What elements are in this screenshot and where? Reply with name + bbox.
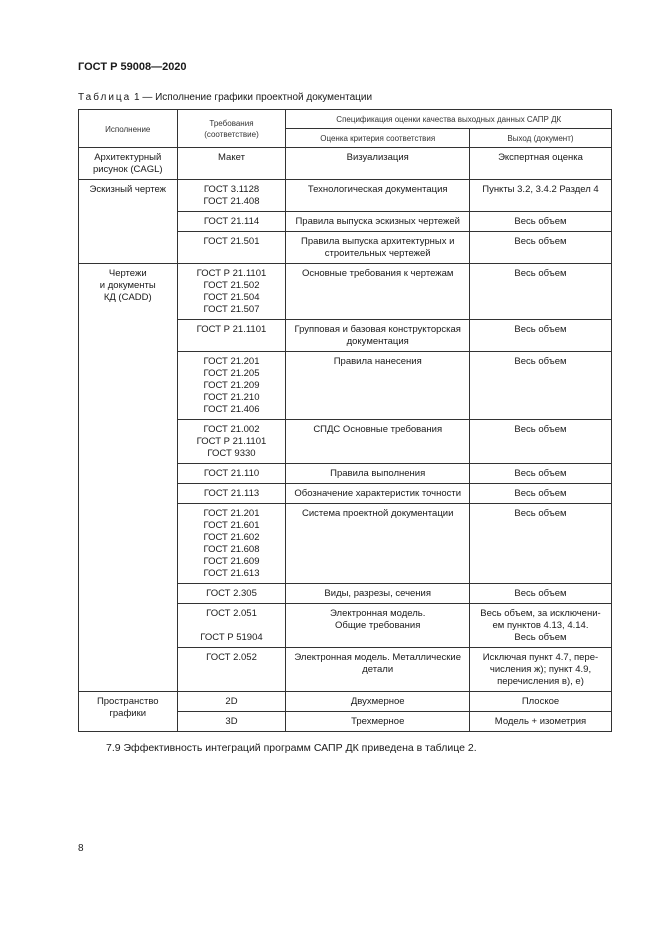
cell-requirements: 3D — [177, 712, 286, 732]
cell-requirements: ГОСТ 2.305 — [177, 584, 286, 604]
cell-requirements: ГОСТ 2.052 — [177, 648, 286, 692]
cell-execution: Пространство графики — [79, 692, 178, 732]
header-requirements: Требования (соответствие) — [177, 110, 286, 148]
cell-output: Исключая пункт 4.7, пере- числения ж); пункт 4.9, перечисления в), е) — [469, 648, 611, 692]
header-execution: Исполнение — [79, 110, 178, 148]
table-row — [79, 264, 612, 320]
cell-requirements: Макет — [177, 148, 286, 180]
table-row — [79, 692, 612, 712]
table-header-row — [79, 110, 612, 129]
cell-output: Весь объем — [469, 484, 611, 504]
cell-criteria: Трехмерное — [286, 712, 470, 732]
cell-output: Экспертная оценка — [469, 148, 611, 180]
header-criteria: Оценка критерия соответствия — [286, 129, 470, 148]
specification-table — [78, 109, 612, 732]
cell-criteria: Технологическая документация — [286, 180, 470, 212]
cell-requirements: ГОСТ 21.201 ГОСТ 21.205 ГОСТ 21.209 ГОСТ 21.210 ГОСТ 21.406 — [177, 352, 286, 420]
cell-requirements: ГОСТ 21.114 — [177, 212, 286, 232]
cell-requirements: ГОСТ Р 21.1101 — [177, 320, 286, 352]
cell-criteria: Виды, разрезы, сечения — [286, 584, 470, 604]
page-number: 8 — [78, 843, 84, 854]
cell-output: Весь объем — [469, 504, 611, 584]
cell-criteria: Электронная модель. Металлические детали — [286, 648, 470, 692]
table-caption — [78, 92, 372, 103]
cell-requirements: ГОСТ Р 21.1101 ГОСТ 21.502 ГОСТ 21.504 ГОСТ 21.507 — [177, 264, 286, 320]
cell-output: Весь объем — [469, 212, 611, 232]
table-caption-text: 1 — Исполнение графики проектной документации — [134, 92, 373, 103]
cell-output: Модель + изометрия — [469, 712, 611, 732]
table-row — [79, 148, 612, 180]
cell-output: Весь объем, за исключени- ем пунктов 4.13, 4.14. Весь объем — [469, 604, 611, 648]
cell-output: Весь объем — [469, 264, 611, 320]
cell-criteria: Правила нанесения — [286, 352, 470, 420]
header-spec-group: Спецификация оценки качества выходных данных САПР ДК — [286, 110, 612, 129]
cell-requirements: ГОСТ 21.110 — [177, 464, 286, 484]
cell-criteria: Основные требования к чертежам — [286, 264, 470, 320]
cell-requirements: ГОСТ 21.113 — [177, 484, 286, 504]
cell-requirements: ГОСТ 21.002 ГОСТ Р 21.1101 ГОСТ 9330 — [177, 420, 286, 464]
cell-requirements: ГОСТ 21.201 ГОСТ 21.601 ГОСТ 21.602 ГОСТ 21.608 ГОСТ 21.609 ГОСТ 21.613 — [177, 504, 286, 584]
cell-criteria: Правила выполнения — [286, 464, 470, 484]
cell-output: Пункты 3.2, 3.4.2 Раздел 4 — [469, 180, 611, 212]
cell-execution: Архитектурный рисунок (CAGL) — [79, 148, 178, 180]
cell-requirements: ГОСТ 3.1128 ГОСТ 21.408 — [177, 180, 286, 212]
cell-criteria: Обозначение характеристик точности — [286, 484, 470, 504]
cell-criteria: Групповая и базовая конструкторская документация — [286, 320, 470, 352]
cell-output: Весь объем — [469, 352, 611, 420]
table-caption-label: Таблица — [78, 92, 132, 103]
cell-output: Весь объем — [469, 464, 611, 484]
cell-requirements: ГОСТ 21.501 — [177, 232, 286, 264]
cell-criteria: Правила выпуска архитектурных и строительных чертежей — [286, 232, 470, 264]
table-row — [79, 180, 612, 212]
cell-requirements: ГОСТ 2.051 ГОСТ Р 51904 — [177, 604, 286, 648]
cell-output: Весь объем — [469, 320, 611, 352]
cell-criteria: Визуализация — [286, 148, 470, 180]
cell-execution: Чертежи и документы КД (CADD) — [79, 264, 178, 692]
cell-criteria: Система проектной документации — [286, 504, 470, 584]
cell-output: Весь объем — [469, 232, 611, 264]
cell-requirements: 2D — [177, 692, 286, 712]
document-header: ГОСТ Р 59008—2020 — [78, 61, 187, 73]
cell-criteria: Двухмерное — [286, 692, 470, 712]
cell-output: Весь объем — [469, 584, 611, 604]
cell-output: Весь объем — [469, 420, 611, 464]
cell-criteria: Правила выпуска эскизных чертежей — [286, 212, 470, 232]
header-output: Выход (документ) — [469, 129, 611, 148]
body-paragraph: 7.9 Эффективность интеграций программ САПР ДК приведена в таблице 2. — [106, 742, 477, 754]
cell-criteria: Электронная модель. Общие требования — [286, 604, 470, 648]
cell-criteria: СПДС Основные требования — [286, 420, 470, 464]
cell-execution: Эскизный чертеж — [79, 180, 178, 264]
cell-output: Плоское — [469, 692, 611, 712]
